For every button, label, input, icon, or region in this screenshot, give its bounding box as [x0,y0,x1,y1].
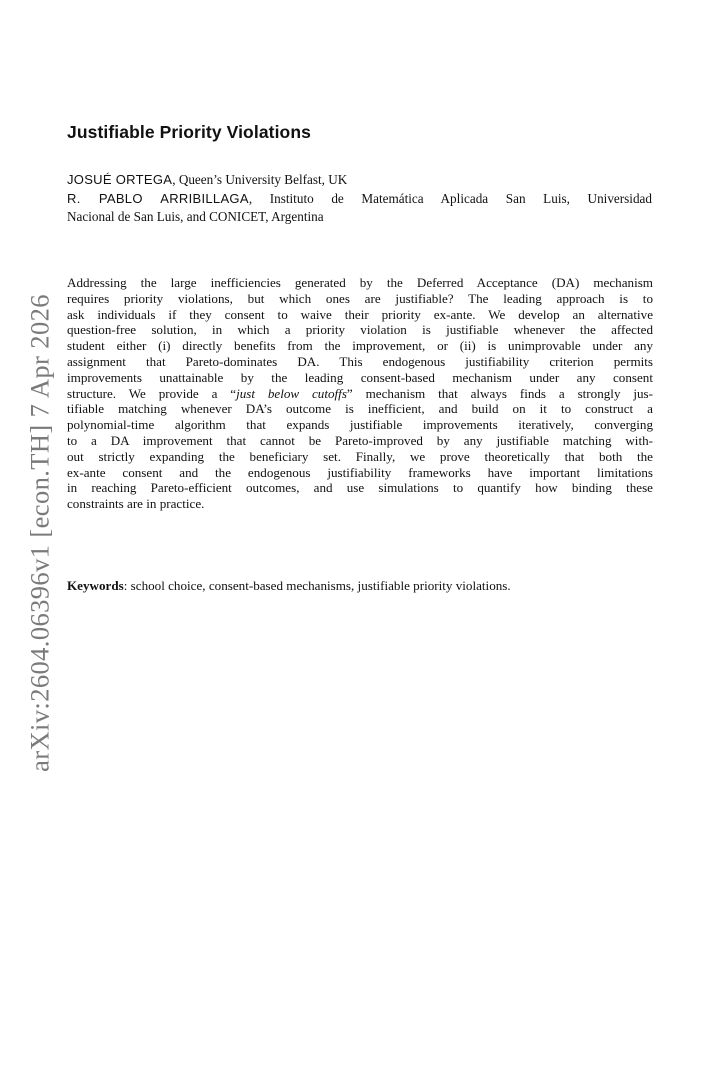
author-affiliation: , Instituto de Matemática Aplicada San Luis, Universidad [248,190,652,206]
abstract-line: in reaching Pareto-efficient outcomes, and use simulations to quantify how binding these [67,480,653,496]
keywords [67,578,653,594]
abstract-line: question-free solution, in which a priority violation is justifiable whenever the affected [67,322,653,338]
abstract-line: Addressing the large inefficiencies generated by the Deferred Acceptance (DA) mechanism [67,275,653,290]
keywords-text: : school choice, consent-based mechanisms, justifiable priority violations. [123,578,511,593]
paper-title: Justifiable Priority Violations [67,122,311,142]
author-entry [67,171,652,190]
keywords-label: Keywords [67,578,124,593]
abstract-line: tifiable matching whenever DA’s outcome is inefficient, and build on it to construct a [67,401,653,417]
abstract-line: improvements unattainable by the leading consent-based mechanism under any consent [67,369,653,385]
abstract-line: ask individuals if they consent to waive their priority ex-ante. We develop an alternative [67,306,653,322]
author-name: JOSUÉ ORTEGA [67,172,173,187]
abstract-line: requires priority violations, but which ones are justifiable? The leading approach is to [67,290,653,306]
author-block [67,171,652,227]
abstract-line: student either (i) directly benefits from the improvement, or (ii) is unimprovable under any [67,338,653,354]
abstract-line: polynomial-time algorithm that expands justifiable improvements iteratively, converging [67,417,653,433]
arxiv-identifier-stamp: arXiv:2604.06396v1 [econ.TH] 7 Apr 2026 [24,294,55,772]
abstract-line: out strictly expanding the beneficiary set. Finally, we prove theoretically that both the [67,448,653,464]
abstract-line: assignment that Pareto-dominates DA. This endogenous justifiability criterion permits [67,353,653,369]
author-affiliation: , Queen’s University Belfast, UK [172,172,348,187]
author-name: R. PABLO ARRIBILLAGA [67,190,249,206]
author-entry [67,190,652,209]
abstract-line: constraints are in practice. [67,496,205,512]
abstract-emphasis: just below cutoffs [236,385,347,401]
author-affiliation-continued: Nacional de San Luis, and CONICET, Argentina [67,209,324,224]
abstract [67,275,653,512]
abstract-line [67,386,653,402]
abstract-line: ex-ante consent and the endogenous justifiability frameworks have important limitations [67,464,653,480]
abstract-line: to a DA improvement that cannot be Pareto-improved by any justifiable matching with- [67,432,653,448]
abstract-text: structure. We provide a “ [67,385,237,401]
abstract-text: ” mechanism that always finds a strongly jus- [346,385,653,401]
